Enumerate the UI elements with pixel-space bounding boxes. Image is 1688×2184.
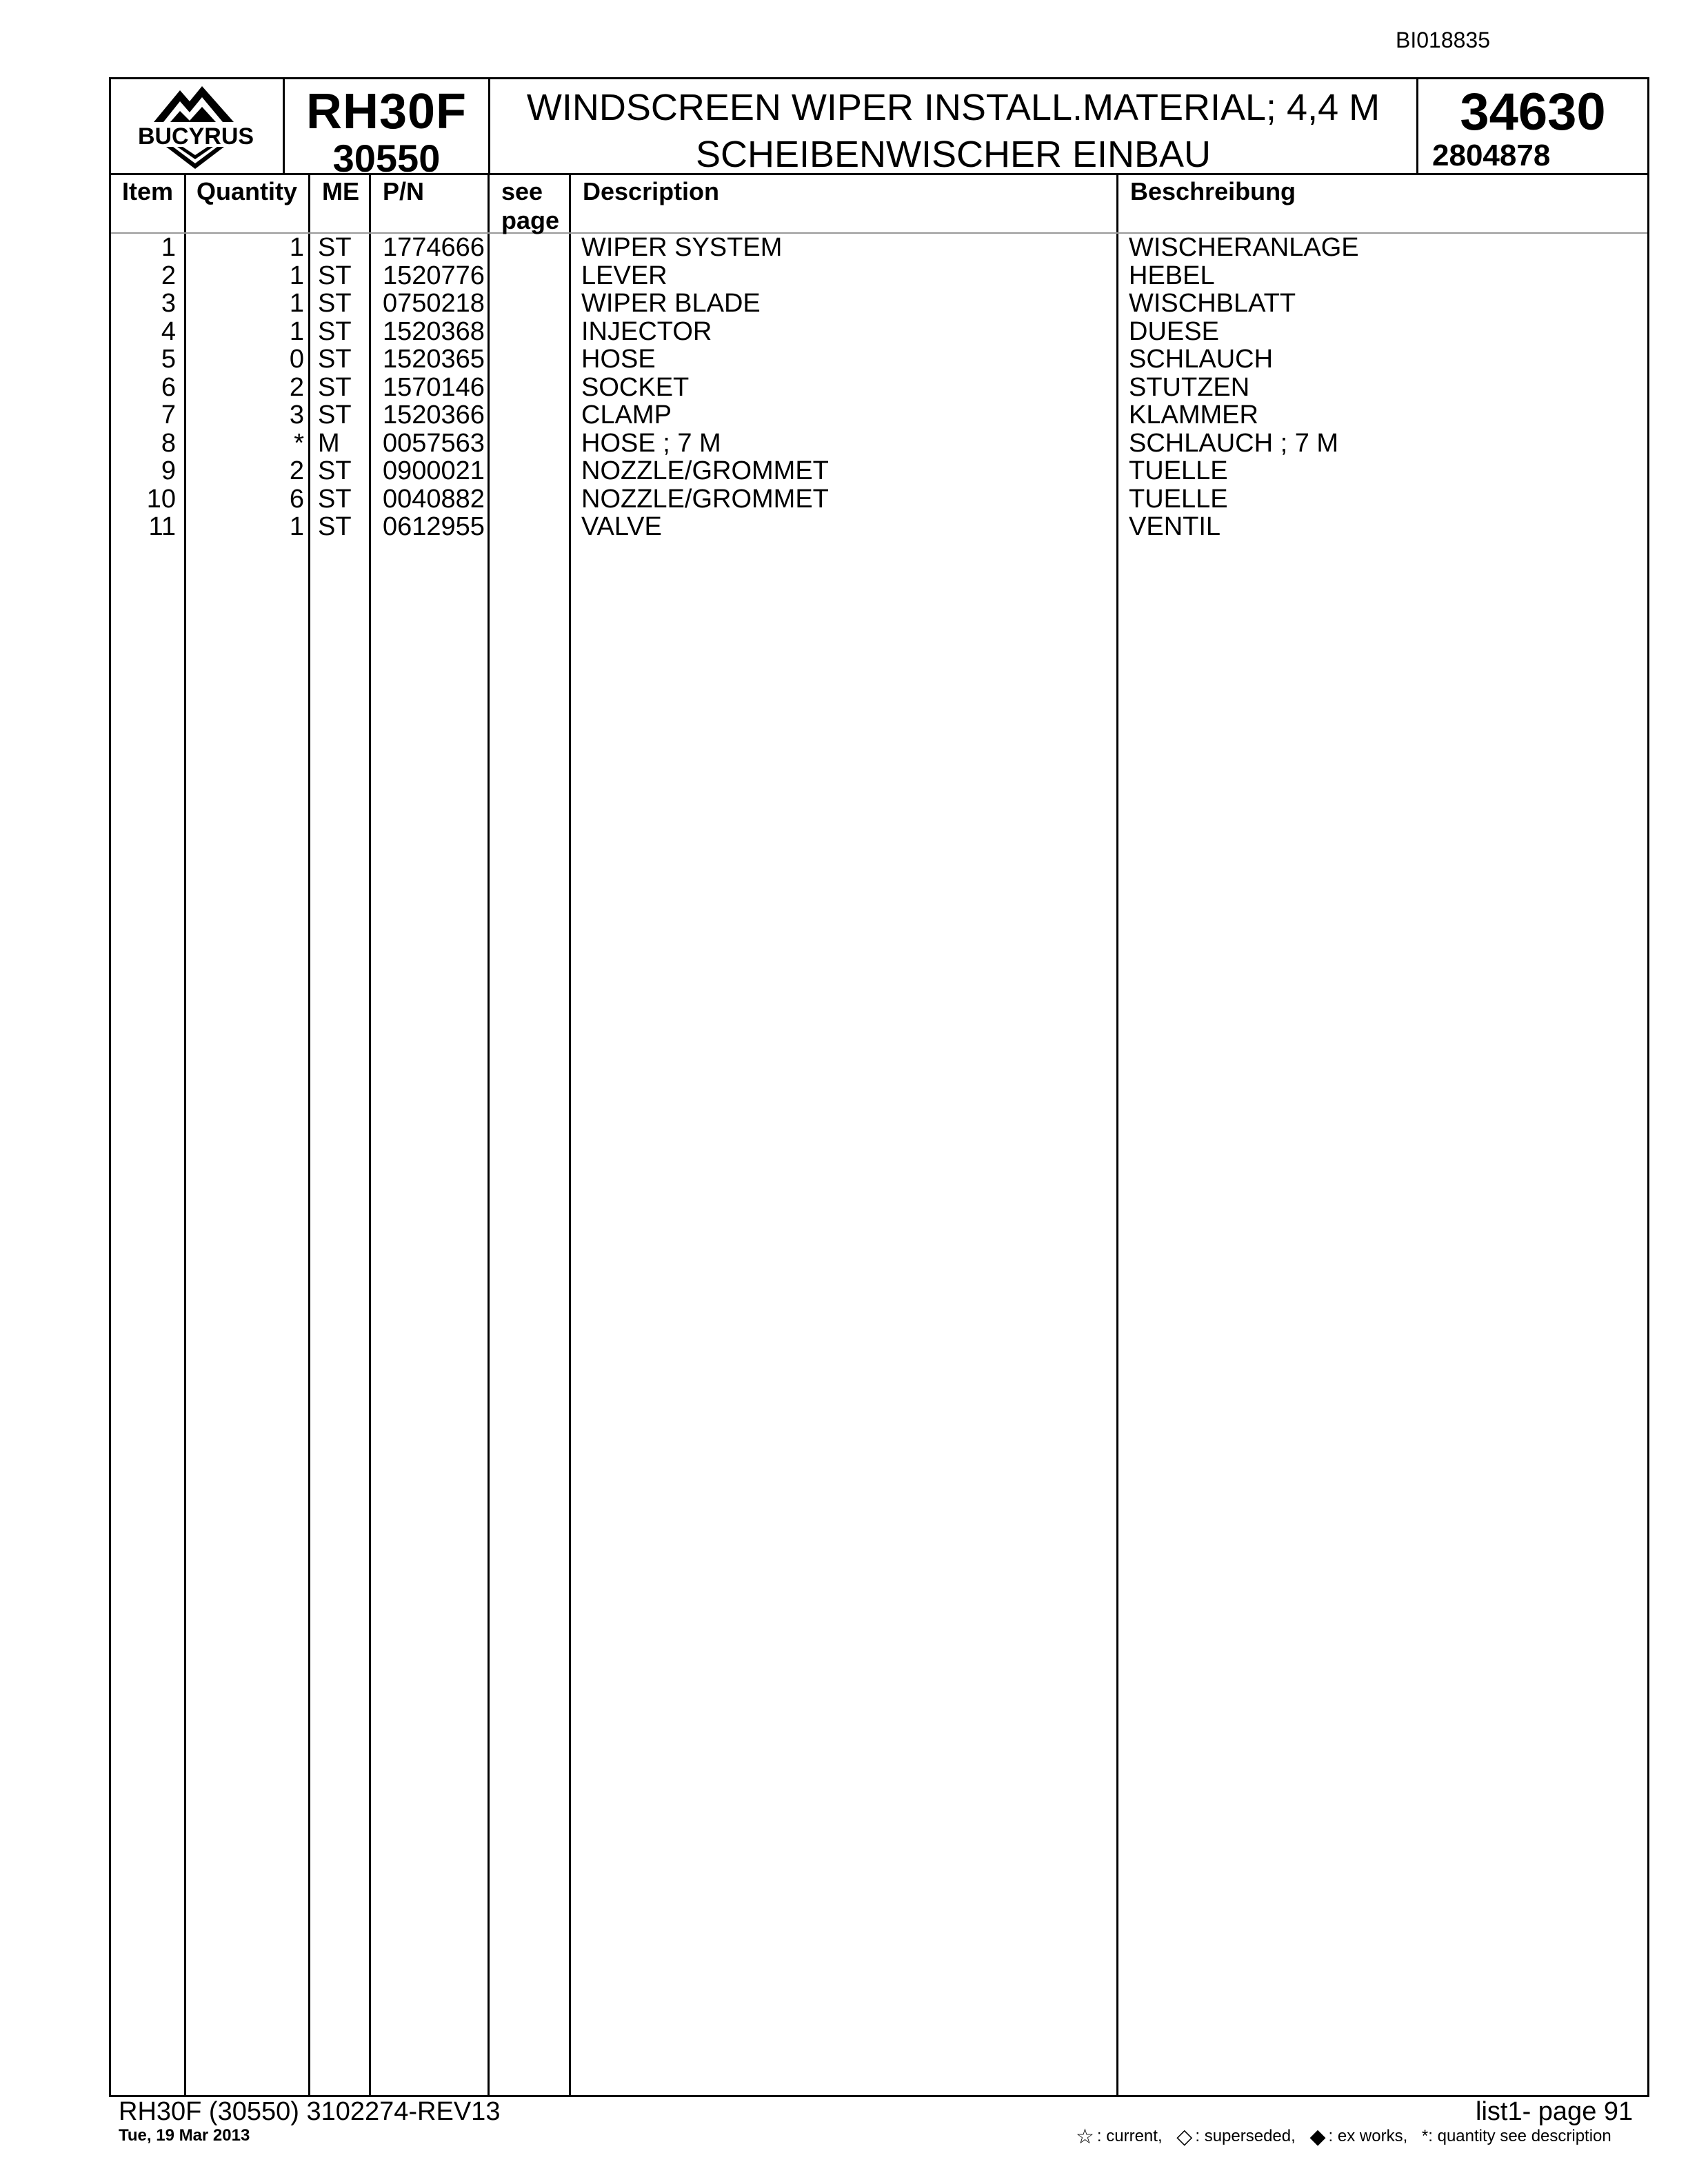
row-description: HOSE ; 7 M (581, 428, 721, 458)
svg-text:BUCYRUS: BUCYRUS (137, 123, 254, 150)
row-item: 9 (161, 456, 176, 485)
footer-date: Tue, 19 Mar 2013 (119, 2126, 250, 2145)
table-row (111, 318, 1647, 346)
row-description: SOCKET (581, 372, 690, 402)
row-item: 11 (148, 512, 176, 541)
row-item: 2 (161, 261, 176, 290)
row-beschreibung: SCHLAUCH ; 7 M (1129, 428, 1339, 458)
row-part-number: 1520368 (383, 316, 485, 346)
row-part-number: 1570146 (383, 372, 485, 402)
row-quantity: 2 (289, 456, 304, 485)
document-id: BI018835 (1396, 28, 1491, 52)
row-beschreibung: STUTZEN (1129, 372, 1250, 402)
col-header-me: ME (322, 177, 359, 205)
col-header-see: see (501, 177, 543, 205)
col-header-beschreibung: Beschreibung (1130, 177, 1296, 205)
row-quantity: 1 (289, 316, 304, 346)
star-outline-icon: ☆ (1076, 2125, 1094, 2148)
row-quantity: 0 (289, 345, 304, 374)
row-unit: ST (318, 456, 352, 485)
table-row (111, 513, 1647, 541)
row-part-number: 1520366 (383, 401, 485, 429)
row-item: 8 (161, 428, 176, 458)
row-part-number: 0057563 (383, 428, 485, 458)
row-unit: M (318, 428, 340, 458)
row-beschreibung: VENTIL (1129, 512, 1221, 541)
legend-quantity-note: : quantity see description (1428, 2127, 1611, 2145)
row-description: INJECTOR (581, 316, 712, 346)
model-serial: 30550 (332, 136, 441, 180)
table-row (111, 429, 1647, 458)
row-description: HOSE (581, 345, 656, 374)
row-part-number: 1774666 (383, 233, 485, 262)
diamond-outline-icon: ◇ (1176, 2125, 1193, 2148)
row-item: 3 (161, 289, 176, 318)
footer-legend (1076, 2125, 1611, 2149)
row-part-number: 0612955 (383, 512, 485, 541)
row-beschreibung: KLAMMER (1129, 401, 1258, 429)
row-item: 5 (161, 345, 176, 374)
row-description: NOZZLE/GROMMET (581, 456, 829, 485)
model-cell (285, 79, 490, 180)
col-header-pn: P/N (383, 177, 425, 205)
table-row (111, 457, 1647, 485)
row-description: WIPER BLADE (581, 289, 761, 318)
title-cell (490, 79, 1418, 173)
footer-page-number: list1- page 91 (1476, 2097, 1634, 2126)
footer-reference: RH30F (30550) 3102274-REV13 (119, 2097, 501, 2126)
table-row (111, 374, 1647, 402)
row-quantity: 1 (289, 289, 304, 318)
document-number: 2804878 (1432, 139, 1551, 172)
logo-cell (111, 79, 285, 173)
row-quantity: 1 (289, 233, 304, 262)
row-part-number: 0040882 (383, 484, 485, 514)
row-part-number: 0750218 (383, 289, 485, 318)
model-name: RH30F (305, 84, 468, 139)
title-english: WINDSCREEN WIPER INSTALL.MATERIAL; 4,4 M (526, 87, 1380, 128)
table-row (111, 290, 1647, 318)
row-beschreibung: WISCHBLATT (1129, 289, 1296, 318)
row-description: WIPER SYSTEM (581, 233, 783, 262)
row-quantity: 1 (289, 512, 304, 541)
row-part-number: 0900021 (383, 456, 485, 485)
number-cell (1418, 79, 1647, 173)
col-header-description: Description (583, 177, 720, 205)
row-description: LEVER (581, 261, 667, 290)
row-part-number: 1520776 (383, 261, 485, 290)
row-item: 1 (161, 233, 176, 262)
parts-table (109, 173, 1649, 2097)
row-beschreibung: TUELLE (1129, 484, 1228, 514)
row-beschreibung: SCHLAUCH (1129, 345, 1274, 374)
title-german: SCHEIBENWISCHER EINBAU (695, 134, 1212, 175)
row-item: 6 (161, 372, 176, 402)
legend-superseded: : superseded, (1195, 2127, 1296, 2145)
row-quantity: 3 (289, 401, 304, 429)
row-beschreibung: TUELLE (1129, 456, 1228, 485)
table-row (111, 401, 1647, 429)
row-unit: ST (318, 484, 352, 514)
row-unit: ST (318, 512, 352, 541)
table-row (111, 234, 1647, 262)
group-number: 34630 (1460, 83, 1606, 141)
row-unit: ST (318, 345, 352, 374)
row-quantity: * (294, 428, 304, 458)
row-beschreibung: DUESE (1129, 316, 1219, 346)
row-unit: ST (318, 261, 352, 290)
row-quantity: 6 (289, 484, 304, 514)
table-row (111, 262, 1647, 290)
header-block (109, 77, 1649, 180)
row-unit: ST (318, 289, 352, 318)
bucyrus-logo (112, 81, 282, 174)
row-unit: ST (318, 316, 352, 346)
col-header-see-page (501, 177, 559, 235)
row-description: CLAMP (581, 401, 672, 429)
row-item: 7 (161, 401, 176, 429)
legend-current: : current, (1096, 2127, 1163, 2145)
diamond-filled-icon: ◆ (1309, 2125, 1326, 2148)
table-row (111, 485, 1647, 514)
row-item: 4 (161, 316, 176, 346)
legend-asterisk: * (1421, 2127, 1429, 2145)
row-unit: ST (318, 233, 352, 262)
row-quantity: 1 (289, 261, 304, 290)
col-header-page: page (501, 206, 560, 234)
row-quantity: 2 (289, 372, 304, 402)
col-header-item: Item (122, 177, 174, 205)
row-item: 10 (146, 484, 176, 514)
row-description: VALVE (581, 512, 662, 541)
row-unit: ST (318, 401, 352, 429)
row-unit: ST (318, 372, 352, 402)
row-part-number: 1520365 (383, 345, 485, 374)
row-beschreibung: HEBEL (1129, 261, 1215, 290)
row-description: NOZZLE/GROMMET (581, 484, 829, 514)
col-header-quantity: Quantity (197, 177, 298, 205)
row-beschreibung: WISCHERANLAGE (1129, 233, 1359, 262)
legend-ex-works: : ex works, (1328, 2127, 1408, 2145)
table-row (111, 345, 1647, 374)
